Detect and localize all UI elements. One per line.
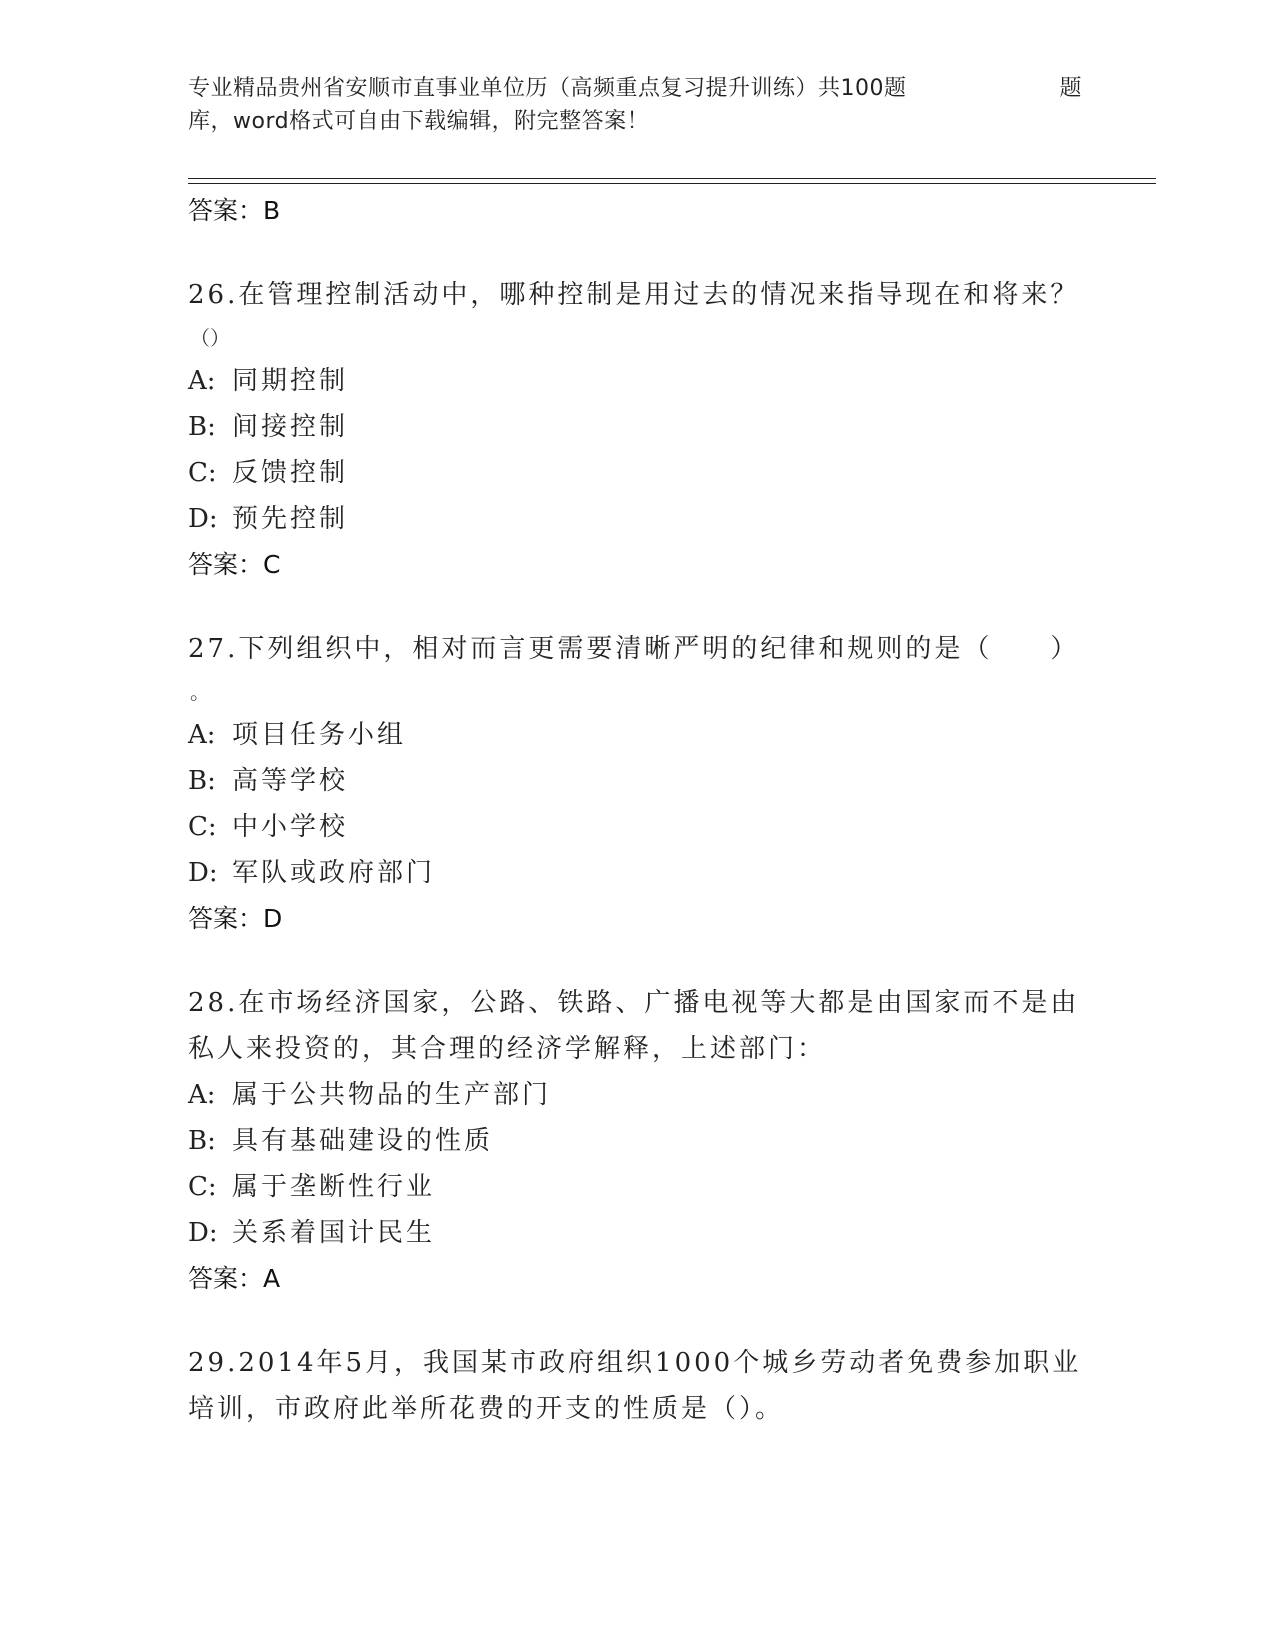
option-b (188, 1118, 1088, 1164)
option-c (188, 804, 1088, 850)
question-stem: 29.2014年5月，我国某市政府组织1000个城乡劳动者免费参加职业 (188, 1348, 1082, 1378)
option-text: 军队或政府部门 (232, 858, 436, 888)
option-key: B: (188, 1126, 216, 1156)
header-rule-top (188, 178, 1156, 179)
option-key: B: (188, 766, 216, 796)
option-text: 高等学校 (232, 766, 349, 796)
answer: 答案：A (188, 1264, 281, 1293)
option-text: 项目任务小组 (232, 720, 407, 750)
option-a (188, 712, 1088, 758)
question-stem: 27.下列组织中，相对而言更需要清晰严明的纪律和规则的是（ ） (188, 634, 1080, 664)
option-text: 预先控制 (232, 504, 349, 534)
option-text: 同期控制 (232, 366, 349, 396)
option-d (188, 496, 1088, 542)
option-b (188, 758, 1088, 804)
header-line-1-tail: 题 (1059, 76, 1082, 101)
question-stem: 26.在管理控制活动中，哪种控制是用过去的情况来指导现在和将来？ (188, 280, 1080, 310)
header-rule-bottom (188, 183, 1156, 184)
option-text: 属于公共物品的生产部门 (232, 1080, 552, 1110)
option-d (188, 1210, 1088, 1256)
question-stem-cont: 。 (190, 680, 210, 704)
option-key: C: (188, 458, 217, 488)
option-key: A: (188, 366, 216, 396)
option-text: 中小学校 (232, 812, 349, 842)
option-key: A: (188, 1080, 216, 1110)
question-28 (188, 980, 1088, 1302)
option-text: 具有基础建设的性质 (232, 1126, 494, 1156)
header-line-2: 库，word格式可自由下载编辑，附完整答案！ (188, 109, 650, 134)
option-text: 属于垄断性行业 (232, 1172, 436, 1202)
option-key: C: (188, 812, 217, 842)
option-key: C: (188, 1172, 217, 1202)
option-c (188, 1164, 1088, 1210)
question-stem-cont: 私人来投资的，其合理的经济学解释，上述部门： (188, 1034, 827, 1064)
option-key: B: (188, 412, 216, 442)
answer: 答案：D (188, 904, 283, 933)
option-text: 反馈控制 (232, 458, 349, 488)
answer: 答案：C (188, 550, 281, 579)
question-stem-cont: （） (190, 326, 230, 350)
option-key: D: (188, 858, 218, 888)
question-29 (188, 1340, 1088, 1432)
prev-answer: 答案：B (188, 196, 281, 225)
option-b (188, 404, 1088, 450)
question-27 (188, 626, 1088, 942)
option-key: D: (188, 1218, 218, 1248)
page-header (188, 72, 1088, 138)
question-stem-cont: 培训，市政府此举所花费的开支的性质是（）。 (188, 1394, 785, 1424)
question-list (188, 188, 1088, 1432)
option-text: 间接控制 (232, 412, 349, 442)
option-key: A: (188, 720, 216, 750)
option-key: D: (188, 504, 218, 534)
option-a (188, 1072, 1088, 1118)
header-line-1: 专业精品贵州省安顺市直事业单位历（高频重点复习提升训练）共100题 (188, 76, 907, 101)
option-a (188, 358, 1088, 404)
option-d (188, 850, 1088, 896)
option-text: 关系着国计民生 (232, 1218, 436, 1248)
question-26 (188, 272, 1088, 588)
question-stem: 28.在市场经济国家，公路、铁路、广播电视等大都是由国家而不是由 (188, 988, 1080, 1018)
option-c (188, 450, 1088, 496)
